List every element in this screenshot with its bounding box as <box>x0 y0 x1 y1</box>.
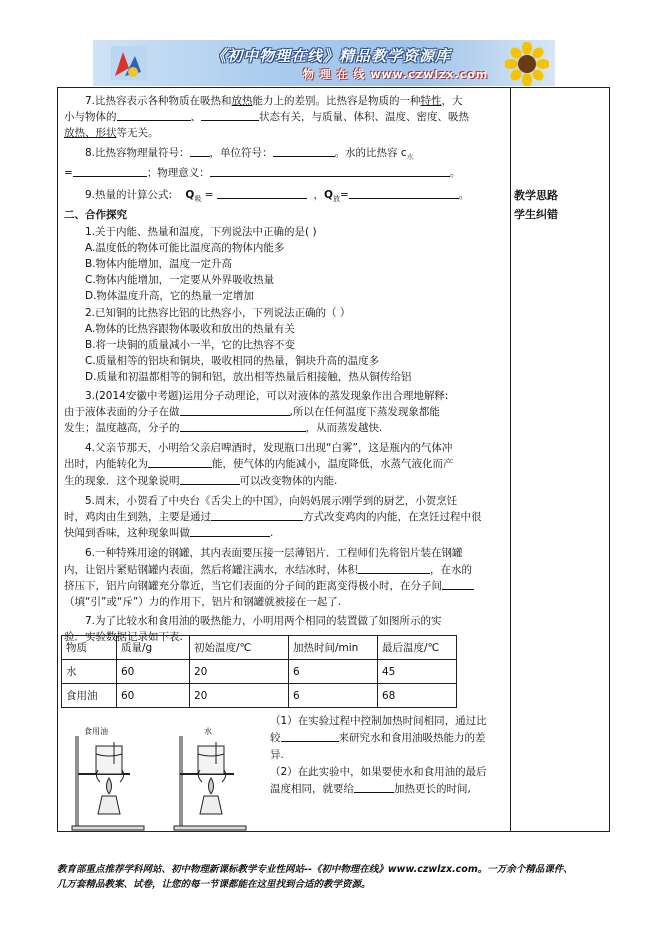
column-divider <box>510 87 511 832</box>
answer-blank[interactable] <box>211 509 303 521</box>
problem-4-cont: 出时，内能转化为 能，使气体的内能减小，温度降低，水蒸气液化而产 <box>64 458 454 471</box>
figure-label-oil: 食用油 <box>84 727 108 736</box>
option[interactable]: C.物体内能增加，一定要从外界吸收热量 <box>85 274 275 287</box>
problem-2: 2.已知铜的比热容比铝的比热容小，下列说法正确的（ ） <box>85 306 351 319</box>
answer-blank[interactable] <box>210 165 450 177</box>
question-7: 7.比热容表示各种物质在吸热和放热能力上的差别。比热容是物质的一种特性，大 <box>85 95 463 107</box>
sunflower-icon <box>505 42 549 86</box>
question-8-cont: = ；物理意义： 。 <box>64 166 461 179</box>
table-header-row <box>62 636 457 660</box>
banner-url: 物 理 在 线 www.czwlzx.com <box>303 68 489 81</box>
option[interactable]: B.物体内能增加，温度一定升高 <box>85 258 233 271</box>
problem-5-end: 快闻到香味，这种现象叫做 . <box>64 527 274 540</box>
problem-7-cont: 验．实验数据记录如下表. <box>64 631 183 644</box>
experiment-questions <box>270 713 508 798</box>
answer-blank[interactable] <box>442 578 474 590</box>
table-row <box>62 660 457 684</box>
answer-blank[interactable] <box>217 187 307 199</box>
option[interactable]: C.质量相等的铝块和铜块，吸收相同的热量，铜块升高的温度多 <box>85 355 380 368</box>
problem-4-end: 生的现象．这个现象说明 可以改变物体的内能. <box>64 474 338 487</box>
answer-blank[interactable] <box>73 165 147 177</box>
header-cell: 最后温度/℃ <box>378 636 457 660</box>
problem-5-cont: 时，鸡肉由生到熟，主要是通过 方式改变鸡肉的内能，在烹饪过程中很 <box>64 511 482 524</box>
answer-blank[interactable] <box>148 456 212 468</box>
footer-line: 教育部重点推荐学科网站、初中物理新课标教学专业性网站--《初中物理在线》www.czwlzx.com。一万余个精品课件、 <box>57 864 573 875</box>
worksheet-content <box>64 93 506 646</box>
answer-blank[interactable] <box>180 404 290 416</box>
answer-blank[interactable] <box>201 109 259 121</box>
table-cell: 6 <box>289 684 378 708</box>
question-7-end: 放热、形状等无关。 <box>64 127 159 140</box>
problem-4: 4.父亲节那天，小明给父亲启啤酒时，发现瓶口出现“白雾”，这是瓶内的气体冲 <box>85 442 453 455</box>
problem-3-end: 发生；温度越高，分子的 ，从而蒸发越快. <box>64 422 383 435</box>
answer-blank[interactable] <box>117 109 191 121</box>
question-part-1-cont: 较 来研究水和食用油吸热能力的差 <box>270 732 486 744</box>
table-cell: 水 <box>62 660 117 684</box>
table-cell: 食用油 <box>62 684 117 708</box>
table-cell: 6 <box>289 660 378 684</box>
problem-3-cont: 由于液体表面的分子在做 ,所以在任何温度下蒸发现象都能 <box>64 405 440 418</box>
footer-line: 几万套精品教案、试卷，让您的每一节课都能在这里找到合适的教学资源。 <box>57 879 371 890</box>
side-note-correction: 学生纠错 <box>514 208 558 221</box>
problem-6-cont: 内，让铝片紧贴钢罐内表面，然后将罐注满水，水结冰时，体积 ，在水的 <box>64 563 472 576</box>
section-heading: 二、合作探究 <box>64 209 127 222</box>
table-cell: 45 <box>378 660 457 684</box>
table-cell: 60 <box>117 684 190 708</box>
header-cell: 物质 <box>62 636 117 660</box>
answer-blank[interactable] <box>190 145 210 157</box>
problem-6-cont2: 挤压下，铝片向钢罐充分靠近，当它们表面的分子间的距离变得极小时，在分子间 <box>64 578 506 594</box>
question-part-1: （1）在实验过程中控制加热时间相同，通过比 <box>270 715 487 727</box>
option[interactable]: D.物体温度升高，它的热量一定增加 <box>85 290 254 303</box>
problem-7: 7.为了比较水和食用油的吸热能力，小明用两个相同的装置做了如图所示的实 <box>85 615 442 628</box>
option[interactable]: A.温度低的物体可能比温度高的物体内能多 <box>85 241 285 254</box>
answer-blank[interactable] <box>358 562 430 574</box>
question-9: 9.热量的计算公式: $Q_吸$ = ，$Q_放=$ 。 <box>85 189 470 204</box>
answer-blank[interactable] <box>354 781 394 793</box>
question-part-2: （2）在此实验中，如果要使水和食用油的最后 <box>270 766 487 778</box>
problem-3: 3.(2014安徽中考题)运用分子动理论，可以对液体的蒸发现象作出合理地解释: <box>85 389 449 402</box>
apparatus-left <box>72 736 144 830</box>
banner-title: 《初中物理在线》精品教学资源库 <box>211 47 452 65</box>
table-row <box>62 684 457 708</box>
logo-icon <box>111 46 147 80</box>
side-note-teaching: 教学思路 <box>514 189 558 202</box>
header-cell: 初始温度/℃ <box>190 636 289 660</box>
answer-blank[interactable] <box>190 525 270 537</box>
table-cell: 20 <box>190 660 289 684</box>
page-footer <box>57 862 617 892</box>
header-cell: 加热时间/min <box>289 636 378 660</box>
problem-6-end: （填“引”或“斥”）力的作用下，铝片和钢罐就被接在一起了. <box>64 596 342 609</box>
question-part-1-end: 异. <box>270 749 284 761</box>
table-cell: 20 <box>190 684 289 708</box>
answer-blank[interactable] <box>281 730 339 742</box>
figure-label-water: 水 <box>204 727 212 736</box>
option[interactable]: D.质量和初温都相等的铜和铝，放出相等热量后相接触，热从铜传给铝 <box>85 371 412 384</box>
table-cell: 68 <box>378 684 457 708</box>
answer-blank[interactable] <box>349 187 459 199</box>
answer-blank[interactable] <box>180 473 240 485</box>
problem-5: 5.周末，小贺看了中央台《舌尖上的中国》，向妈妈展示刚学到的厨艺，小贺烹饪 <box>85 494 458 507</box>
question-8: 8.比热容物理量符号： ，单位符号： 。水的比热容 $c_水$ <box>85 146 414 161</box>
problem-1: 1.关于内能、热量和温度，下列说法中正确的是( ) <box>85 225 317 238</box>
apparatus-right <box>174 736 246 830</box>
heating-apparatus-figure <box>64 716 254 832</box>
answer-blank[interactable] <box>180 420 306 432</box>
option[interactable]: B.将一块铜的质量减小一半，它的比热容不变 <box>85 339 296 352</box>
question-7-cont: 小与物体的 、 状态有关，与质量、体积、温度、密度、吸热 <box>64 111 469 124</box>
answer-blank[interactable] <box>273 145 335 157</box>
question-part-2-cont: 温度相同，就要给 加热更长的时间, <box>270 783 471 795</box>
experiment-table <box>61 635 457 708</box>
table-cell: 60 <box>117 660 190 684</box>
header-cell: 质量/g <box>117 636 190 660</box>
site-banner <box>93 40 555 86</box>
option[interactable]: A.物体的比热容跟物体吸收和放出的热量有关 <box>85 322 295 335</box>
problem-6: 6.一种特殊用途的钢罐，其内表面要压接一层薄铝片．工程师们先将铝片装在钢罐 <box>85 547 463 560</box>
